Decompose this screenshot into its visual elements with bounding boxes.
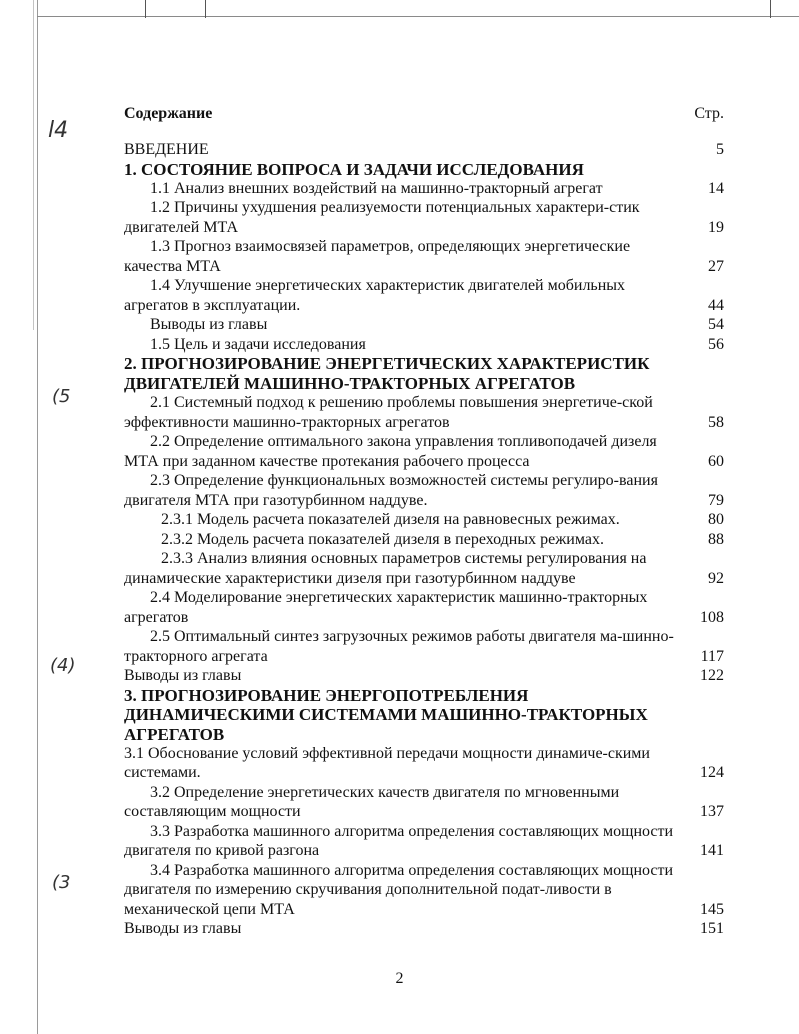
toc-entry-text: Выводы из главы <box>124 667 242 685</box>
toc-entry-text: 1.5 Цель и задачи исследования <box>150 335 366 353</box>
scan-tick <box>770 0 771 18</box>
toc-entry[interactable] <box>124 822 724 861</box>
margin-annotation: (3 <box>52 872 71 893</box>
toc-entry-page: 108 <box>700 608 724 626</box>
toc-entry-page: 92 <box>708 569 724 587</box>
toc-entry-text: 2.3.2 Модель расчета показателей дизеля в переходных режимах. <box>161 530 604 548</box>
toc-entry-page: 14 <box>708 179 724 197</box>
toc-entry-text: 1.1 Анализ внешних воздействий на машинно-тракторный агрегат <box>150 179 603 197</box>
toc-entry-page: 5 <box>716 141 724 158</box>
page-column-header: Стр. <box>694 105 724 122</box>
toc-entry[interactable] <box>124 315 724 335</box>
toc-entry-text: 2.2 Определение оптимального закона управления топливоподачей дизеля МТА при заданном качестве протекания рабочего процесса <box>124 433 657 470</box>
toc-chapter-heading[interactable] <box>124 160 724 179</box>
toc-entry-text: 1. СОСТОЯНИЕ ВОПРОСА И ЗАДАЧИ ИССЛЕДОВАНИЯ <box>124 159 584 179</box>
toc-entry[interactable] <box>124 783 724 822</box>
toc-entry-page: 117 <box>700 647 724 665</box>
scan-tick <box>205 0 206 18</box>
margin-annotation: (4) <box>50 655 76 676</box>
toc-entry[interactable] <box>124 237 724 276</box>
toc-entry-text: 1.3 Прогноз взаимосвязей параметров, определяющих энергетические качества МТА <box>124 238 631 275</box>
toc-entry[interactable] <box>124 510 724 530</box>
toc-entry-page: 151 <box>700 920 724 938</box>
toc-entry-text: 2.3.1 Модель расчета показателей дизеля на равновесных режимах. <box>161 511 620 529</box>
toc-entry[interactable] <box>124 198 724 237</box>
scan-left-edge-shadow <box>33 0 34 330</box>
toc-entry[interactable] <box>124 919 724 939</box>
toc-entry-page: 79 <box>708 491 724 509</box>
toc-entry[interactable] <box>124 666 724 686</box>
toc-entry[interactable] <box>124 588 724 627</box>
toc-entry-text: 1.2 Причины ухудшения реализуемости потенциальных характери-стик двигателей МТА <box>124 199 640 236</box>
toc-entry[interactable] <box>124 140 724 160</box>
table-of-contents <box>124 140 724 939</box>
toc-entry-text: 3.3 Разработка машинного алгоритма определения составляющих мощности двигателя по кривой разгона <box>124 822 674 860</box>
toc-entry-text: Выводы из главы <box>124 920 242 938</box>
toc-entry[interactable] <box>124 549 724 588</box>
toc-entry[interactable] <box>124 276 724 315</box>
toc-entry-page: 137 <box>700 803 724 821</box>
toc-entry[interactable] <box>124 432 724 471</box>
toc-entry[interactable] <box>124 861 724 920</box>
page-number: 2 <box>395 970 404 987</box>
toc-chapter-heading[interactable] <box>124 686 724 744</box>
toc-entry[interactable] <box>124 627 724 666</box>
toc-header-row <box>124 105 724 127</box>
page-title: Содержание <box>124 105 213 122</box>
toc-entry-text: 2.3 Определение функциональных возможностей системы регулиро-вания двигателя МТА при газотурбинном наддуве. <box>124 472 658 509</box>
toc-entry-page: 56 <box>708 335 724 353</box>
toc-entry-text: 2.4 Моделирование энергетических характеристик машинно-тракторных агрегатов <box>124 589 648 626</box>
toc-entry-page: 124 <box>700 764 724 782</box>
margin-annotation: (5 <box>52 386 71 407</box>
toc-entry[interactable] <box>124 471 724 510</box>
toc-entry-text: Выводы из главы <box>150 316 268 334</box>
toc-entry-page: 80 <box>708 511 724 529</box>
toc-entry-page: 60 <box>708 452 724 470</box>
toc-entry[interactable] <box>124 530 724 550</box>
toc-entry[interactable] <box>124 335 724 355</box>
toc-entry-page: 58 <box>708 413 724 431</box>
toc-entry-page: 54 <box>708 316 724 334</box>
toc-entry-text: 3.2 Определение энергетических качеств двигателя по мгновенными составляющим мощности <box>124 783 620 821</box>
scan-left-edge <box>37 0 38 1034</box>
toc-entry-text: 2.1 Системный подход к решению проблемы повышения энергетиче-ской эффективности машинно-тракторных агрегатов <box>124 394 653 431</box>
toc-entry[interactable] <box>124 179 724 199</box>
toc-entry[interactable] <box>124 393 724 432</box>
toc-entry-text: 3.1 Обоснование условий эффективной передачи мощности динамиче-скими системами. <box>124 744 650 782</box>
margin-annotation: l4 <box>48 118 69 143</box>
toc-entry-text: 2.3.3 Анализ влияния основных параметров системы регулирования на динамические характеристики дизеля при газотурбинном наддуве <box>124 550 647 587</box>
toc-entry-text: ВВЕДЕНИЕ <box>124 141 209 158</box>
toc-entry-page: 19 <box>708 218 724 236</box>
toc-entry[interactable] <box>124 744 724 783</box>
toc-chapter-heading[interactable] <box>124 354 724 393</box>
toc-entry-text: 3.4 Разработка машинного алгоритма определения составляющих мощности двигателя по измерению скручивания дополнительной подат-ливости в механической цепи МТА <box>124 861 674 918</box>
toc-entry-page: 141 <box>700 842 724 860</box>
toc-entry-page: 88 <box>708 530 724 548</box>
toc-entry-text: 2. ПРОГНОЗИРОВАНИЕ ЭНЕРГЕТИЧЕСКИХ ХАРАКТЕРИСТИК ДВИГАТЕЛЕЙ МАШИННО-ТРАКТОРНЫХ АГРЕГАТОВ <box>124 354 650 393</box>
scan-tick <box>145 0 146 18</box>
toc-entry-page: 122 <box>700 667 724 685</box>
toc-entry-text: 3. ПРОГНОЗИРОВАНИЕ ЭНЕРГОПОТРЕБЛЕНИЯ ДИНАМИЧЕСКИМИ СИСТЕМАМИ МАШИННО-ТРАКТОРНЫХ АГРЕГАТОВ <box>124 685 648 744</box>
toc-entry-page: 27 <box>708 257 724 275</box>
toc-entry-text: 1.4 Улучшение энергетических характеристик двигателей мобильных агрегатов в эксплуатации. <box>124 277 626 314</box>
toc-entry-text: 2.5 Оптимальный синтез загрузочных режимов работы двигателя ма-шинно-тракторного агрегата <box>124 628 674 665</box>
toc-entry-page: 44 <box>708 296 724 314</box>
scan-top-edge <box>37 16 799 17</box>
toc-entry-page: 145 <box>700 900 724 918</box>
